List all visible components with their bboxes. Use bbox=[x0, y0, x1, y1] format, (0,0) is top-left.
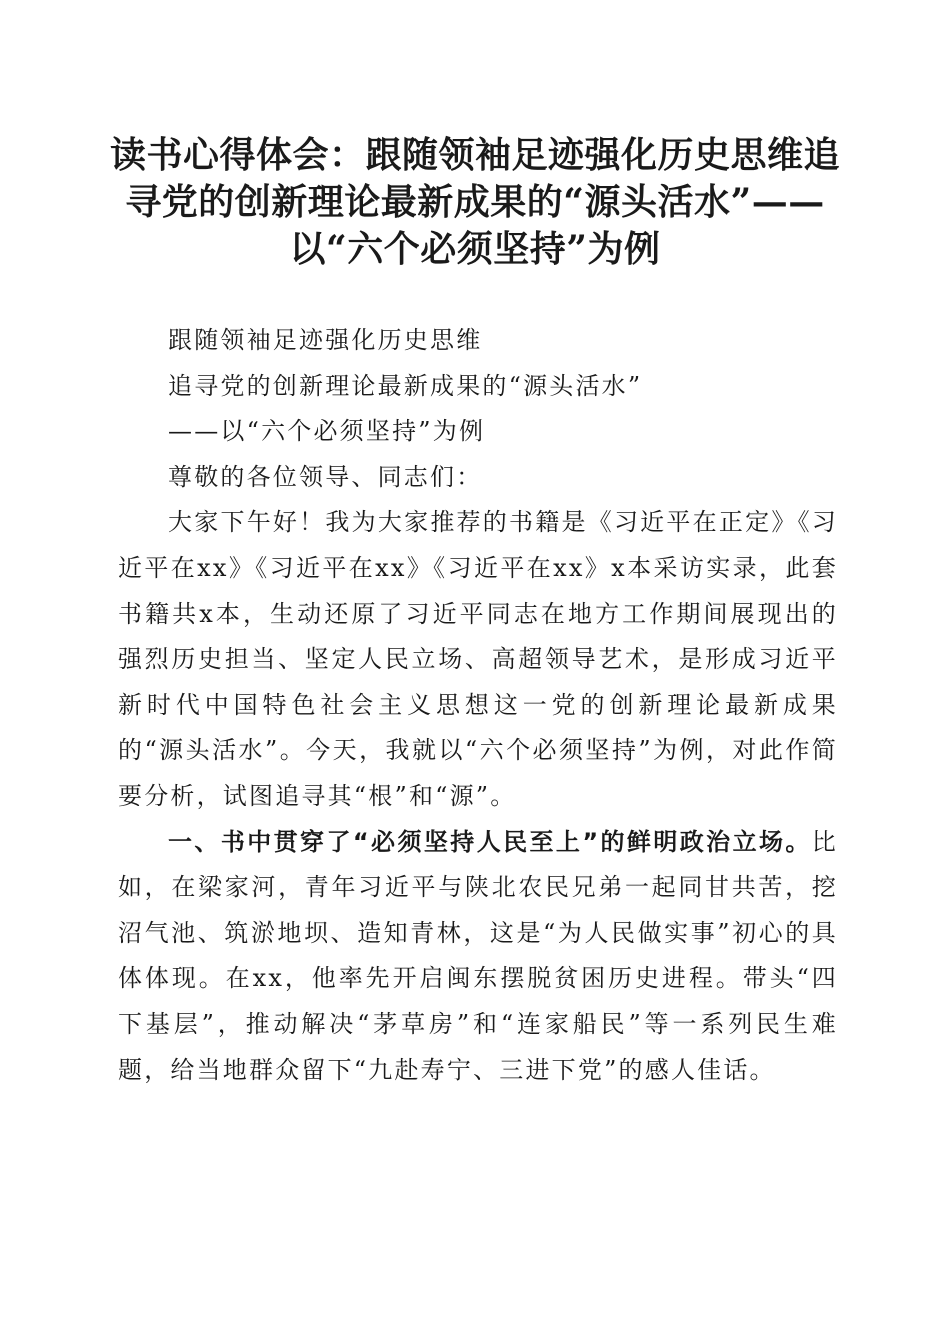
salutation: 尊敬的各位领导、同志们： bbox=[168, 462, 483, 491]
section-one-paragraph bbox=[118, 820, 838, 1094]
title-line-3: 以“六个必须坚持”为例 bbox=[289, 228, 661, 270]
intro-paragraph: 大家下午好！我为大家推荐的书籍是《习近平在正定》《习近平在xx》《习近平在xx》《习近平在xx》x本采访实录，此套书籍共x本，生动还原了习近平同志在地方工作期间展现出的强烈历史担当、坚定人民立场、高超领导艺术，是形成习近平新时代中国特色社会主义思想这一党的创新理论最新成果的“源头活水”。今天，我就以“六个必须坚持”为例，对此作简要分析，试图追寻其“根”和“源”。 bbox=[118, 508, 838, 810]
subtitle-line-1: 跟随领袖足迹强化历史思维 bbox=[168, 326, 483, 354]
subtitle-line-3: ——以“六个必须坚持”为例 bbox=[168, 417, 486, 446]
section-one-heading: 一、书中贯穿了“必须坚持人民至上”的鲜明政治立场。 bbox=[168, 827, 812, 856]
title-line-2: 寻党的创新理论最新成果的“源头活水”—— bbox=[125, 181, 825, 223]
subtitle-line-2: 追寻党的创新理论最新成果的“源头活水” bbox=[168, 371, 643, 400]
document-body bbox=[118, 318, 838, 1093]
title-line-1: 读书心得体会：跟随领袖足迹强化历史思维追 bbox=[110, 134, 841, 176]
section-one-text: 比如，在梁家河，青年习近平与陕北农民兄弟一起同甘共苦，挖沼气池、筑淤地坝、造知青林，这是“为人民做实事”初心的具体体现。在xx，他率先开启闽东摆脱贫困历史进程。带头“四下基层”，推动解决“茅草房”和“连家船民”等一系列民生难题，给当地群众留下“九赴寿宁、三进下党”的感人佳话。 bbox=[118, 827, 838, 1084]
document-title bbox=[110, 132, 840, 273]
